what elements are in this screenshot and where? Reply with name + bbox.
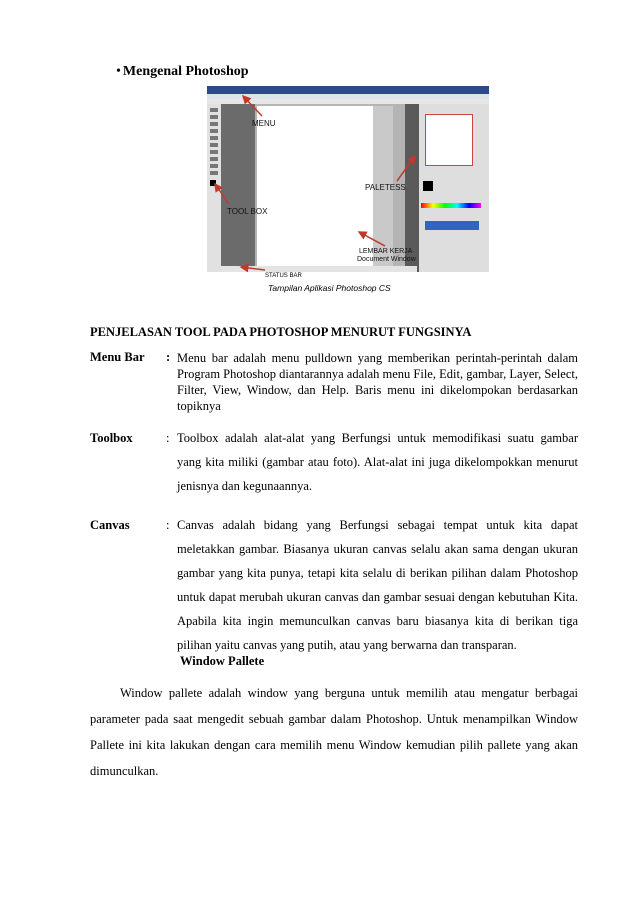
term-menu-bar: Menu Bar	[90, 350, 145, 364]
document-window-label: Document Window	[357, 256, 416, 263]
annotation-arrows	[207, 86, 489, 272]
palettes-label: PALETESS	[365, 183, 406, 192]
section-title: PENJELASAN TOOL PADA PHOTOSHOP MENURUT FUNGSINYA	[90, 325, 472, 339]
menu-label: MENU	[252, 119, 276, 128]
colon: :	[166, 350, 171, 364]
toolbox-label: TOOL BOX	[227, 207, 268, 216]
statusbar-arrow	[241, 267, 265, 270]
desc-toolbox: Toolbox adalah alat-alat yang Berfungsi untuk memodifikasi suatu gambar yang kita miliki (gambar atau foto). Alat-alat ini juga dikelompokkan menurut jenisnya dan kegunaannya.	[177, 431, 578, 493]
palettes-arrow	[397, 156, 415, 181]
desc-canvas: Canvas adalah bidang yang Berfungsi sebagai tempat untuk kita dapat meletakkan gambar. Biasanya ukuran canvas selalu akan sama dengan ukuran gambar yang kita punya, tetapi kita selalu di berikan pilihan dalam Photoshop untuk dapat merubah ukuran canvas dan gambar sesuai dengan kebutuhan Kita. Apabila kita ingin memunculkan canvas baru biasanya kita di berikan tiga pilihan yaitu canvas yang putih, atau yang berwarna dan transparan.	[177, 518, 578, 652]
figure-caption: Tampilan Aplikasi Photoshop CS	[268, 283, 391, 293]
term-toolbox: Toolbox	[90, 431, 133, 445]
colon: :	[166, 518, 170, 532]
term-canvas: Canvas	[90, 518, 130, 532]
colon: :	[166, 431, 170, 445]
desc-menu-bar: Menu bar adalah menu pulldown yang memberikan perintah-perintah dalam Program Photoshop diantarannya adalah menu File, Edit, gambar, Layer, Select, Filter, View, Window, dan Help. Baris menu ini dikelompokan berdasarkan topiknya	[177, 351, 578, 413]
lembar-kerja-label: LEMBAR KERJA	[359, 248, 413, 255]
bullet: •	[116, 64, 121, 79]
status-bar-label: STATUS BAR	[265, 273, 302, 279]
section-heading	[116, 64, 249, 80]
menu-arrow	[243, 96, 262, 116]
body-paragraph: Window pallete adalah window yang berguna untuk memilih atau mengatur berbagai parameter pada saat mengedit sebuah gambar dalam Photoshop. Untuk menampilkan Window Pallete ini kita lakukan dengan cara memilih menu Window kemudian pilih pallete yang akan dimunculkan.	[90, 686, 578, 778]
subheading-window-pallete: Window Pallete	[180, 654, 265, 668]
heading-title: Mengenal Photoshop	[122, 64, 249, 79]
canvas-arrow	[359, 232, 385, 246]
toolbox-arrow	[215, 184, 229, 204]
photoshop-screenshot	[207, 86, 489, 272]
